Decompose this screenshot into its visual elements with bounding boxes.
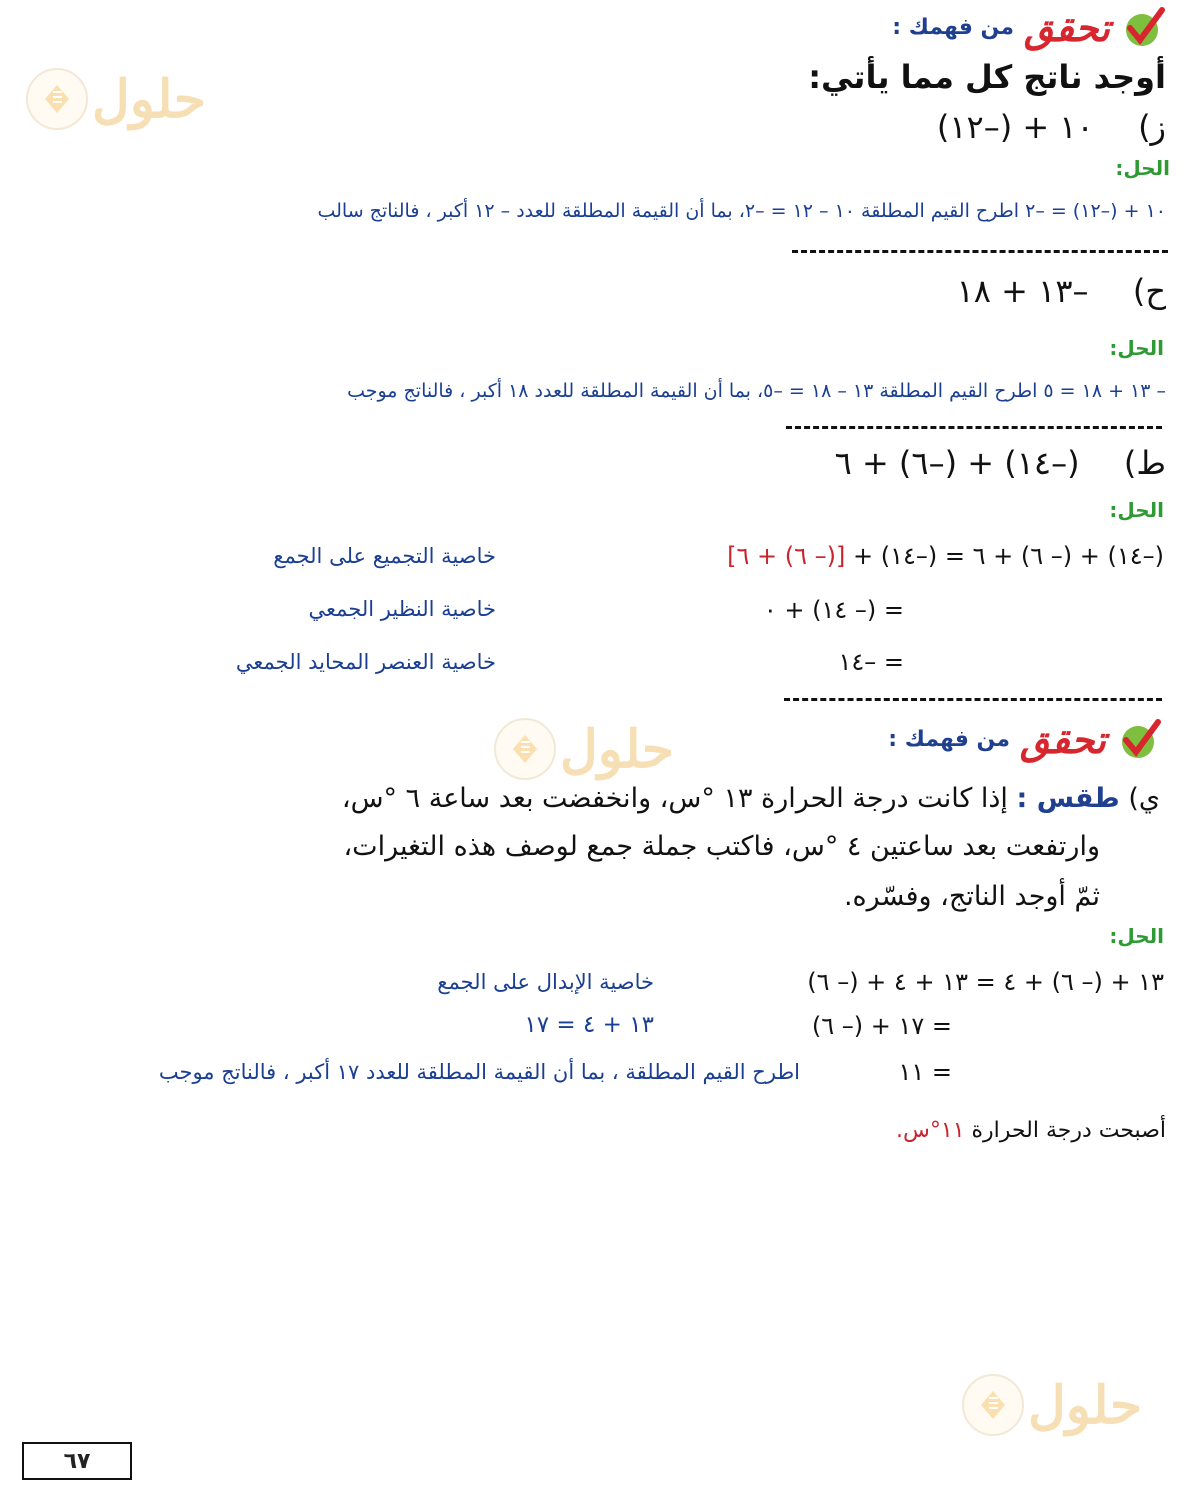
- weather-problem-line-2: وارتفعت بعد ساعتين ٤ °س، فاكتب جملة جمع لوصف هذه التغيرات،: [343, 831, 1100, 862]
- problem-expression: ١٠ + (–١٢): [936, 108, 1094, 146]
- final-temperature: ١١°س.: [896, 1118, 965, 1143]
- divider: [792, 250, 1168, 253]
- check-subtitle: من فهمك :: [888, 726, 1010, 752]
- weather-conclusion: أصبحت درجة الحرارة ١١°س.: [896, 1118, 1166, 1143]
- divider: [784, 698, 1162, 701]
- watermark-emblem-icon: [494, 718, 556, 780]
- solution-label: الحل:: [1109, 498, 1164, 522]
- problem-letter: ي): [1128, 783, 1160, 814]
- check-title: تحقق: [1023, 4, 1110, 50]
- watermark-text: حلول: [92, 68, 207, 130]
- weather-property-3: اطرح القيم المطلقة ، بما أن القيمة المطلقة للعدد ١٧ أكبر ، فالناتج موجب: [158, 1060, 800, 1084]
- problem-t: [835, 444, 1166, 482]
- watermark-emblem-icon: [26, 68, 88, 130]
- weather-property-2: ١٣ + ٤ = ١٧: [524, 1012, 654, 1038]
- problem-letter: ز): [1138, 108, 1166, 146]
- weather-equation-2: = ١٧ + (– ٦): [811, 1012, 952, 1040]
- instruction-text: أوجد ناتج كل مما يأتي:: [808, 58, 1166, 96]
- weather-equation-3: = ١١: [898, 1058, 952, 1086]
- grouped-terms: [(– ٦) + ٦]: [727, 542, 846, 570]
- solution-label: الحل:: [1109, 924, 1164, 948]
- equation-step-3: = –١٤: [838, 648, 904, 676]
- check-subtitle: من فهمك :: [892, 14, 1014, 40]
- equation-step-2: = (– ١٤) + ٠: [763, 596, 904, 624]
- watermark-logo-middle: [494, 718, 674, 780]
- problem-letter: ط): [1123, 444, 1166, 482]
- weather-equation-1: ١٣ + (– ٦) + ٤ = ١٣ + ٤ + (– ٦): [807, 968, 1164, 996]
- watermark-emblem-icon: [962, 1374, 1024, 1436]
- solution-line-z: ١٠ + (–١٢) = –٢ اطرح القيم المطلقة ١٠ – ١٢ = –٢، بما أن القيمة المطلقة للعدد – ١٢ أكبر ، فالناتج سالب: [317, 200, 1166, 222]
- solution-label: الحل:: [1115, 156, 1170, 180]
- problem-expression: –١٣ + ١٨: [956, 272, 1089, 310]
- solution-label: الحل:: [1109, 336, 1164, 360]
- property-label-3: خاصية العنصر المحايد الجمعي: [235, 650, 496, 674]
- check-title: تحقق: [1019, 716, 1106, 762]
- checkmark-icon: [1116, 716, 1162, 762]
- property-label-1: خاصية التجميع على الجمع: [273, 544, 496, 568]
- equation-step-1: (–١٤) + (– ٦) + ٦ = (–١٤) + [(– ٦) + ٦]: [727, 542, 1164, 570]
- problem-z: [937, 108, 1166, 146]
- property-label-2: خاصية النظير الجمعي: [308, 597, 496, 621]
- problem-expression: (–١٤) + (–٦) + ٦: [834, 444, 1080, 482]
- divider: [786, 426, 1162, 429]
- watermark-text: حلول: [1028, 1374, 1143, 1436]
- weather-property-1: خاصية الإبدال على الجمع: [437, 970, 654, 994]
- check-understanding-heading: [892, 4, 1166, 50]
- weather-problem-line-3: ثمّ أوجد الناتج، وفسّره.: [843, 881, 1100, 912]
- page-number: ٦٧: [63, 1448, 91, 1474]
- checkmark-icon: [1120, 4, 1166, 50]
- watermark-logo-bottom: [962, 1374, 1142, 1436]
- weather-problem-line-1: ي) طقس : إذا كانت درجة الحرارة ١٣ °س، وانخفضت بعد ساعة ٦ °س،: [341, 783, 1160, 814]
- page-number-box: [22, 1442, 132, 1480]
- watermark-logo-top: [26, 68, 206, 130]
- watermark-text: حلول: [560, 718, 675, 780]
- solution-line-h: – ١٣ + ١٨ = ٥ اطرح القيم المطلقة ١٣ – ١٨ = –٥، بما أن القيمة المطلقة للعدد ١٨ أكبر ، فالناتج موجب: [347, 380, 1166, 402]
- problem-h: [957, 272, 1166, 310]
- problem-letter: ح): [1132, 272, 1166, 310]
- weather-keyword: طقس :: [1016, 783, 1120, 814]
- check-understanding-heading-2: [888, 716, 1162, 762]
